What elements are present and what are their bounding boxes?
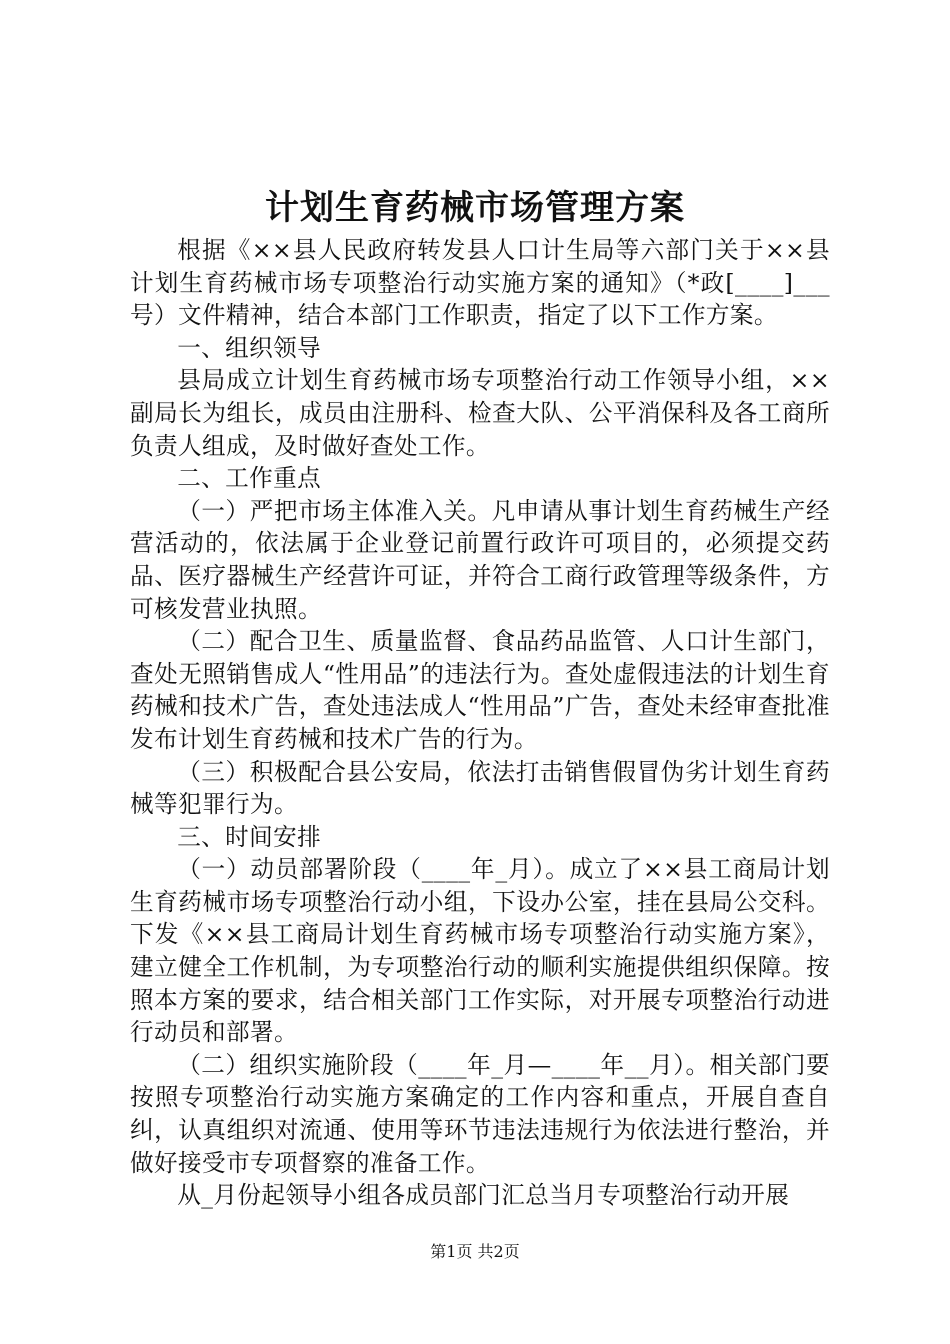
key-task-1-paragraph: （一）严把市场主体准入关。凡申请从事计划生育药械生产经营活动的，依法属于企业登记前置行政许可项目的，必须提交药品、医疗器械生产经营许可证，并符合工商行政管理等级条件，方可核发营业执照。: [130, 496, 830, 623]
document-title: 计划生育药械市场管理方案: [265, 188, 685, 228]
section-heading-schedule: 三、时间安排: [177, 822, 322, 851]
key-task-2-paragraph: （二）配合卫生、质量监督、食品药品监管、人口计生部门，查处无照销售成人“性用品”的违法行为。查处虚假违法的计划生育药械和技术广告，查处违法成人“性用品”广告，查处未经审查批准发布计划生育药械和技术广告的行为。: [130, 627, 830, 753]
intro-paragraph: 根据《××县人民政府转发县人口计生局等六部门关于××县计划生育药械市场专项整治行动实施方案的通知》（*政[____]___号）文件精神，结合本部门工作职责，指定了以下工作方案。: [130, 236, 830, 330]
organization-paragraph: 县局成立计划生育药械市场专项整治行动工作领导小组，××副局长为组长，成员由注册科、检查大队、公平消保科及各工商所负责人组成，及时做好查处工作。: [130, 366, 830, 460]
schedule-phase-1-paragraph: （一）动员部署阶段（____年_月）。成立了××县工商局计划生育药械市场专项整治行动小组，下设办公室，挂在县局公交科。下发《××县工商局计划生育药械市场专项整治行动实施方案》，建立健全工作机制，为专项整治行动的顺利实施提供组织保障。按照本方案的要求，结合相关部门工作实际，对开展专项整治行动进行动员和部署。: [130, 855, 830, 1047]
schedule-phase-2-paragraph: （二）组织实施阶段（____年_月—____年__月）。相关部门要按照专项整治行动实施方案确定的工作内容和重点，开展自查自纠，认真组织对流通、使用等环节违法违规行为依法进行整治，并做好接受市专项督察的准备工作。: [130, 1050, 830, 1177]
key-task-3-paragraph: （三）积极配合县公安局，依法打击销售假冒伪劣计划生育药械等犯罪行为。: [130, 757, 830, 819]
section-heading-key-tasks: 二、工作重点: [177, 464, 322, 493]
page-number-footer: 第1页 共2页: [430, 1242, 520, 1261]
document-body: [130, 234, 830, 1212]
section-heading-organization: 一、组织领导: [177, 333, 322, 362]
monthly-report-paragraph: 从_月份起领导小组各成员部门汇总当月专项整治行动开展: [177, 1181, 790, 1210]
